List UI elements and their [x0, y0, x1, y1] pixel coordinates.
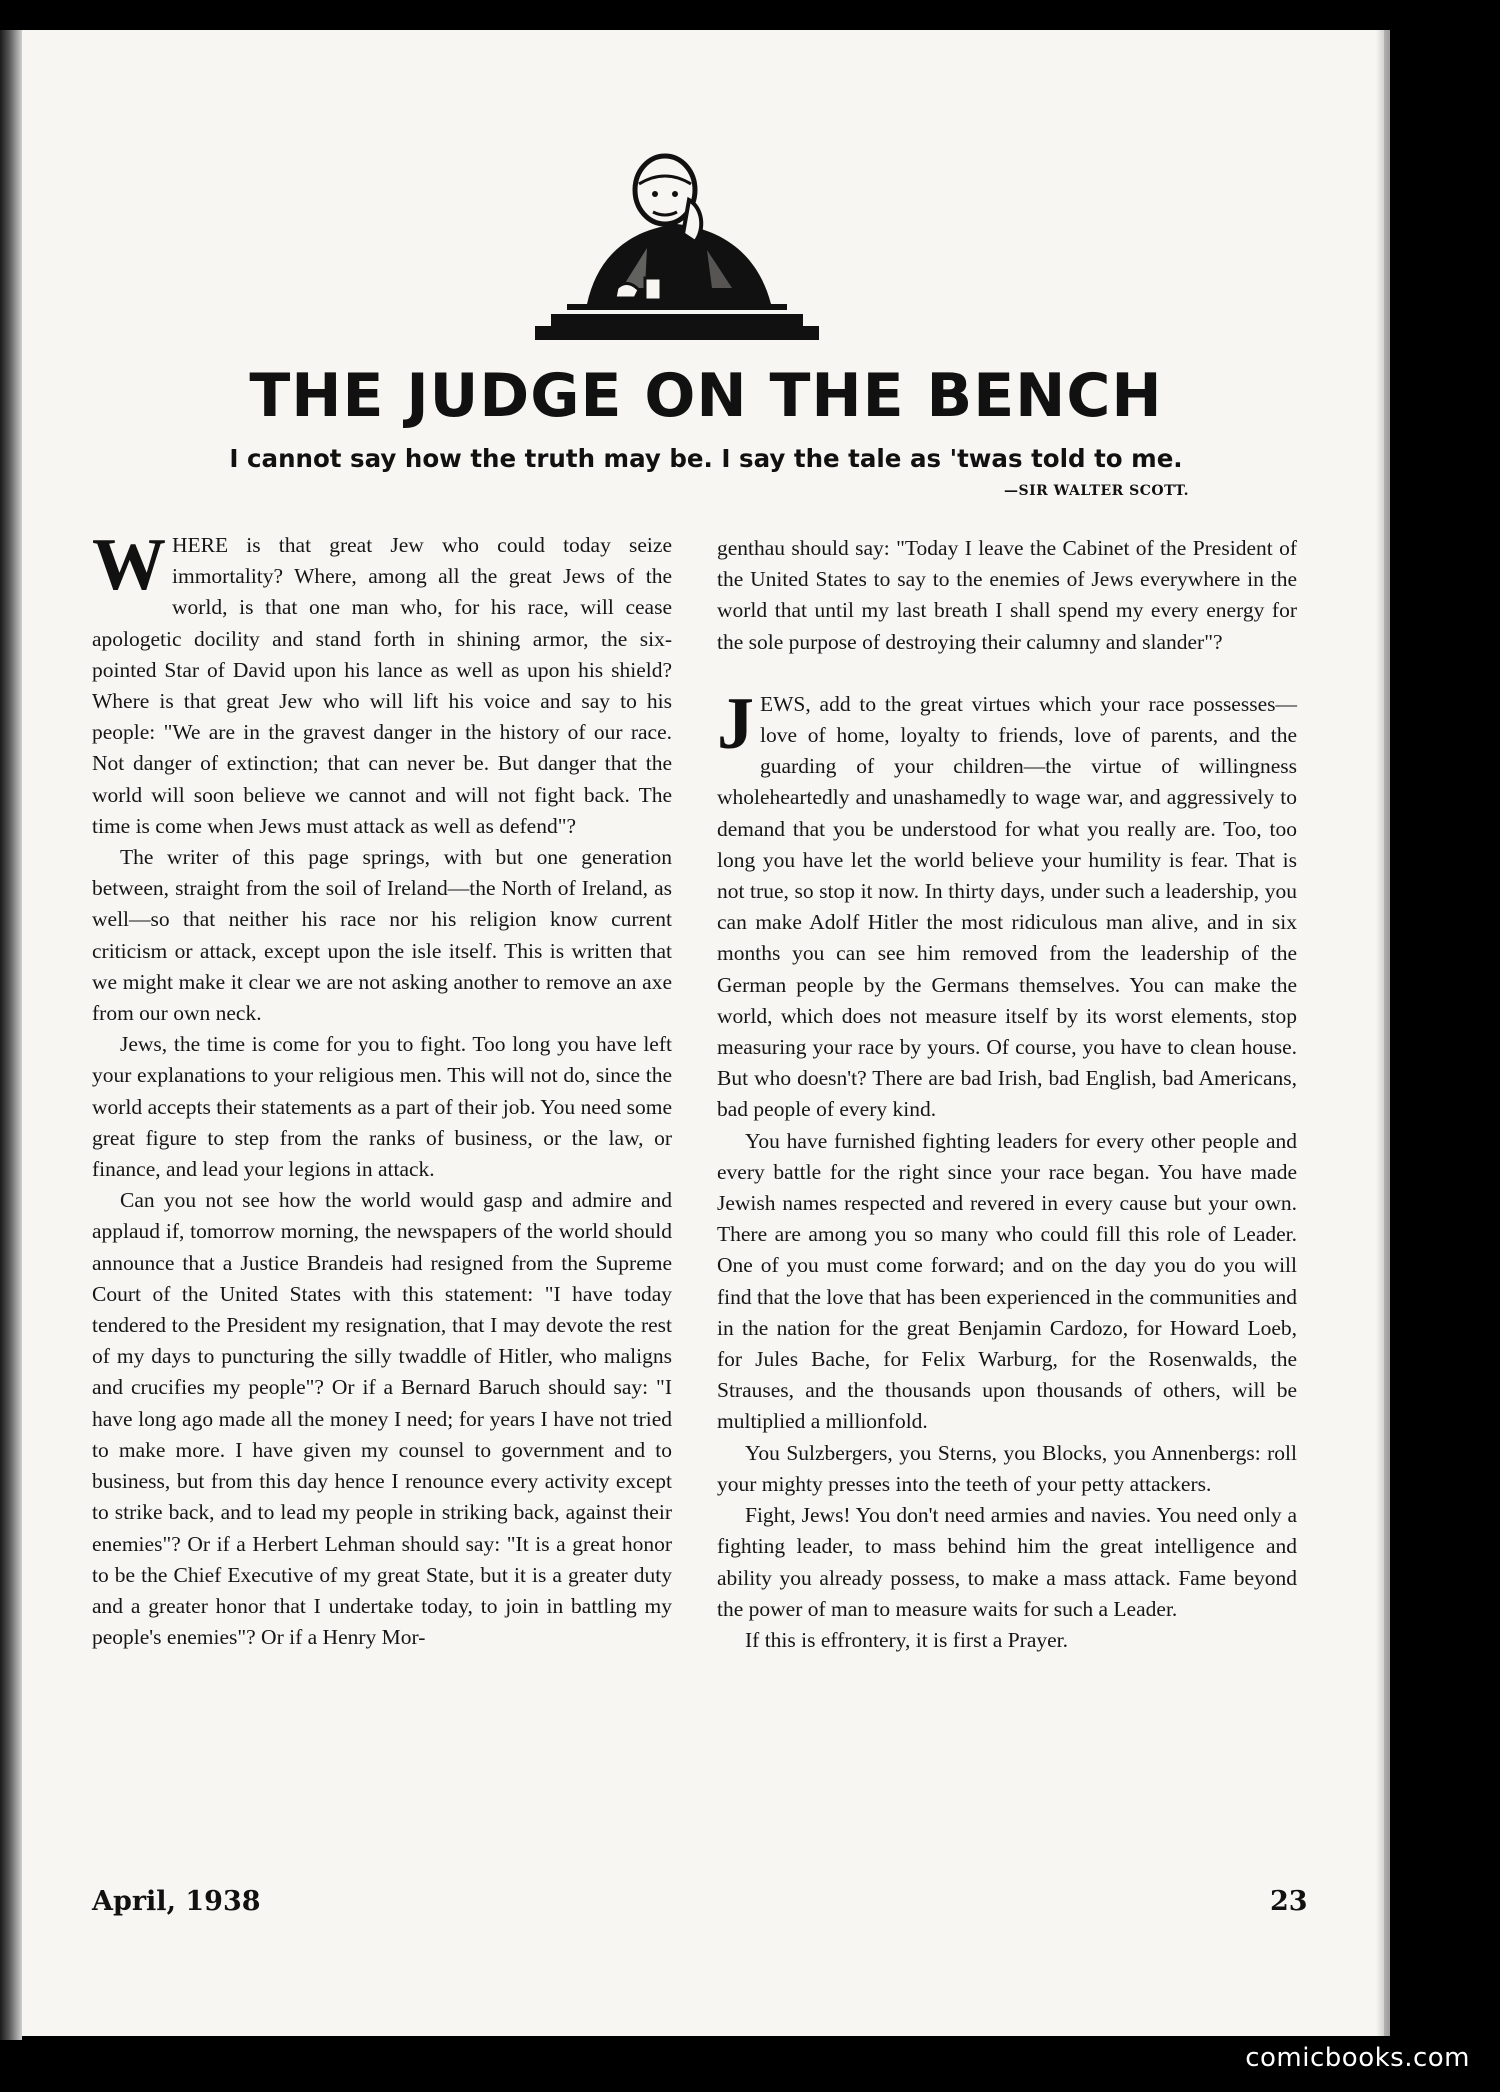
- paragraph-text: EWS, add to the great virtues which your race possesses—love of home, loyalty to friends, love of parents, and the guarding of your children—the virtue of willingness wholeheartedly and unashamedly to wage war, and aggressively to demand that you be understood for what you really are. Too, too long you have let the world believe your humility is fear. That is not true, so stop it now. In thirty days, under such a leadership, you can make Adolf Hitler the most ridiculous man alive, and in six months you can see him removed from the leadership of the German people by the Germans themselves. You can make the world, which does not measure itself by its worst elements, stop measuring your race by yours. Of course, you have to clean house. But who doesn't? There are bad Irish, bad English, bad Americans, bad people of every kind.: [717, 691, 1297, 1122]
- paragraph: [92, 524, 672, 842]
- paragraph: genthau should say: "Today I leave the Cabinet of the President of the United States to say to the enemies of Jews everywhere in the world that until my last breath I shall spend my every energy for the sole purpose of destroying their calumny and slander"?: [717, 536, 1297, 654]
- page-number: 23: [1270, 1886, 1308, 1917]
- paragraph: Jews, the time is come for you to fight. Too long you have left your explanations to your religious men. This will not do, since the world accepts their statements as a part of their job. You need some great figure to step from the ranks of business, or the law, or finance, and lead your legions in attack.: [92, 1032, 672, 1182]
- paragraph-text: HERE is that great Jew who could today seize immortality? Where, among all the great Jews of the world, is that one man who, for his race, will cease apologetic docility and stand forth in shining armor, the six-pointed Star of David upon his lance as well as upon his shield? Where is that great Jew who will lift his voice and say to his people: "We are in the gravest danger in the history of our race. Not danger of extinction; that can never be. But danger that the world will soon believe we cannot and will not fight back. The time is come when Jews must attack as well as defend"?: [92, 533, 672, 838]
- magazine-page: [22, 30, 1390, 2036]
- paragraph: You have furnished fighting leaders for every other people and every battle for the right since your race began. You have made Jewish names respected and revered in every cause but your own. There are among you so many who could fill this role of Leader. One of you must come forward; and on the day you do you will find that the love that has been experienced in the communities and in the nation for the great Benjamin Cardozo, for Howard Loeb, for Jules Bache, for Felix Warburg, for the Rosenwalds, the Strauses, and the thousands upon thousands of others, will be multiplied a millionfold.: [717, 1128, 1297, 1434]
- judge-illustration: [527, 138, 827, 360]
- left-column: [92, 524, 672, 1653]
- paragraph: If this is effrontery, it is first a Prayer.: [745, 1627, 1069, 1652]
- right-column: [717, 533, 1297, 1656]
- site-watermark: comicbooks.com: [1245, 2043, 1470, 2073]
- paragraph: The writer of this page springs, with but one generation between, straight from the soil of Ireland—the North of Ireland, as well—so that neither his race nor his religion know current criticism or attack, except upon the isle itself. This is written that we might make it clear we are not asking another to remove an axe from our own neck.: [92, 845, 672, 1026]
- paragraph: Fight, Jews! You don't need armies and navies. You need only a fighting leader, to mass behind him the great intelligence and ability you already possess, to make a mass attack. Fame beyond the power of man to measure waits for such a Leader.: [717, 1503, 1297, 1621]
- scan-edge: [0, 30, 22, 2040]
- issue-date: April, 1938: [92, 1886, 261, 1917]
- spine-shadow: [1376, 30, 1390, 2036]
- epigraph: I cannot say how the truth may be. I say the tale as 'twas told to me.: [229, 444, 1183, 473]
- drop-cap: W: [92, 524, 166, 606]
- paragraph: You Sulzbergers, you Sterns, you Blocks, you Annenbergs: roll your mighty presses into the teeth of your petty attackers.: [717, 1440, 1297, 1496]
- paragraph: [717, 682, 1297, 1126]
- drop-cap: J: [717, 682, 754, 765]
- epigraph-attribution: —SIR WALTER SCOTT.: [1003, 483, 1189, 499]
- paragraph: Can you not see how the world would gasp and admire and applaud if, tomorrow morning, the newspapers of the world should announce that a Justice Brandeis had resigned from the Supreme Court of the United States with this statement: "I have today tendered to the President my resignation, that I may devote the rest of my days to puncturing the silly twaddle of Hitler, who maligns and crucifies my people"? Or if a Bernard Baruch should say: "I have long ago made all the money I need; for years I have not tried to make more. I have given my counsel to government and to business, but from this day hence I renounce every activity except to strike back, and to lead my people in striking back, against their enemies"? Or if a Herbert Lehman should say: "It is a great honor to be the Chief Executive of my great State, but it is a greater duty and a greater honor that I undertake today, to join in battling my people's enemies"? Or if a Henry Mor-: [92, 1188, 672, 1650]
- article-title: THE JUDGE ON THE BENCH: [249, 361, 1163, 431]
